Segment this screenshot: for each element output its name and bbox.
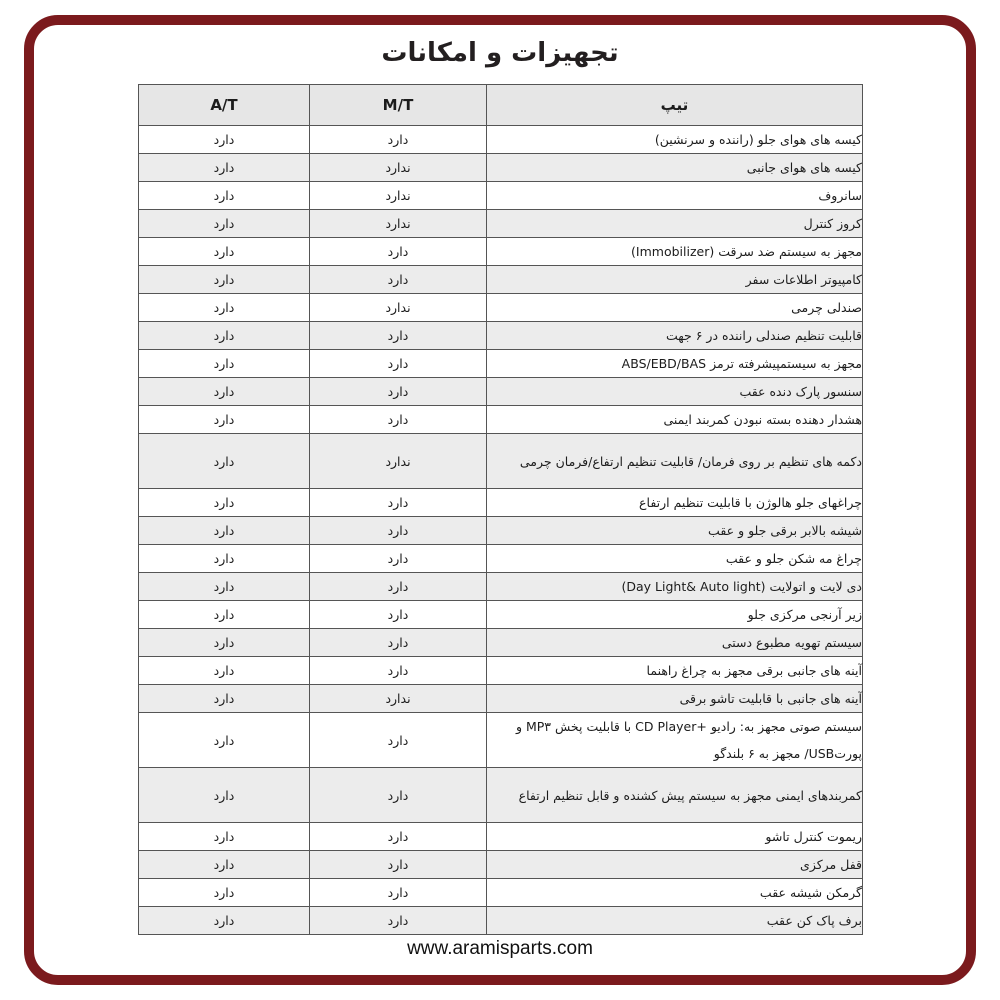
cell-mt: ندارد	[310, 182, 487, 210]
cell-mt: دارد	[310, 350, 487, 378]
cell-type: کروز کنترل	[487, 210, 863, 238]
cell-type: زیر آرنجی مرکزی جلو	[487, 601, 863, 629]
cell-at: دارد	[139, 182, 310, 210]
cell-type: مجهز به سیستمپیشرفته ترمز ABS/EBD/BAS	[487, 350, 863, 378]
cell-type: کیسه های هوای جانبی	[487, 154, 863, 182]
cell-mt: ندارد	[310, 685, 487, 713]
cell-mt: دارد	[310, 823, 487, 851]
cell-type: قابلیت تنظیم صندلی راننده در ۶ جهت	[487, 322, 863, 350]
cell-mt: ندارد	[310, 434, 487, 489]
cell-type: کیسه های هوای جلو (راننده و سرنشین)	[487, 126, 863, 154]
table-row	[139, 601, 863, 629]
cell-mt: دارد	[310, 545, 487, 573]
cell-type: دی لایت و اتولایت (Day Light& Auto light)	[487, 573, 863, 601]
cell-type: کامپیوتر اطلاعات سفر	[487, 266, 863, 294]
cell-mt: دارد	[310, 629, 487, 657]
cell-type: برف پاک کن عقب	[487, 907, 863, 935]
cell-at: دارد	[139, 879, 310, 907]
table-row	[139, 768, 863, 823]
cell-type: آینه های جانبی برقی مجهز به چراغ راهنما	[487, 657, 863, 685]
table-row	[139, 294, 863, 322]
cell-mt: دارد	[310, 126, 487, 154]
cell-at: دارد	[139, 768, 310, 823]
cell-mt: دارد	[310, 601, 487, 629]
table-row	[139, 238, 863, 266]
cell-at: دارد	[139, 350, 310, 378]
table-row	[139, 322, 863, 350]
cell-at: دارد	[139, 210, 310, 238]
table-row	[139, 851, 863, 879]
cell-at: دارد	[139, 851, 310, 879]
cell-mt: دارد	[310, 322, 487, 350]
page-title: تجهیزات و امکانات	[381, 38, 619, 68]
cell-at: دارد	[139, 434, 310, 489]
header-at: A/T	[139, 85, 310, 126]
cell-mt: دارد	[310, 406, 487, 434]
cell-type: صندلی چرمی	[487, 294, 863, 322]
table-row	[139, 126, 863, 154]
cell-at: دارد	[139, 907, 310, 935]
table-row	[139, 489, 863, 517]
cell-type: چراغهای جلو هالوژن با قابلیت تنظیم ارتفاع	[487, 489, 863, 517]
cell-at: دارد	[139, 713, 310, 768]
cell-at: دارد	[139, 238, 310, 266]
cell-type: ریموت کنترل تاشو	[487, 823, 863, 851]
cell-at: دارد	[139, 823, 310, 851]
footer-website: www.aramisparts.com	[407, 938, 593, 959]
table-body	[139, 126, 863, 935]
header-type: تیپ	[487, 85, 863, 126]
cell-at: دارد	[139, 154, 310, 182]
cell-at: دارد	[139, 573, 310, 601]
cell-type: کمربندهای ایمنی مجهز به سیستم پیش کشنده و قابل تنظیم ارتفاع	[487, 768, 863, 823]
table-row	[139, 545, 863, 573]
table-row	[139, 182, 863, 210]
cell-at: دارد	[139, 406, 310, 434]
cell-at: دارد	[139, 294, 310, 322]
cell-at: دارد	[139, 489, 310, 517]
cell-mt: دارد	[310, 657, 487, 685]
cell-mt: دارد	[310, 517, 487, 545]
table-row	[139, 517, 863, 545]
cell-at: دارد	[139, 601, 310, 629]
table-row	[139, 713, 863, 768]
cell-at: دارد	[139, 322, 310, 350]
cell-mt: دارد	[310, 768, 487, 823]
table-row	[139, 266, 863, 294]
cell-at: دارد	[139, 378, 310, 406]
cell-at: دارد	[139, 629, 310, 657]
cell-type: قفل مرکزی	[487, 851, 863, 879]
cell-mt: دارد	[310, 378, 487, 406]
cell-at: دارد	[139, 685, 310, 713]
cell-mt: دارد	[310, 907, 487, 935]
cell-type: دکمه های تنظیم بر روی فرمان/ قابلیت تنظیم ارتفاع/فرمان چرمی	[487, 434, 863, 489]
cell-mt: دارد	[310, 851, 487, 879]
cell-type: آینه های جانبی با قابلیت تاشو برقی	[487, 685, 863, 713]
cell-type: گرمکن شیشه عقب	[487, 879, 863, 907]
cell-at: دارد	[139, 517, 310, 545]
cell-mt: دارد	[310, 879, 487, 907]
table-row	[139, 210, 863, 238]
cell-at: دارد	[139, 126, 310, 154]
table-row	[139, 657, 863, 685]
table-row	[139, 350, 863, 378]
table-row	[139, 629, 863, 657]
cell-mt: دارد	[310, 238, 487, 266]
cell-type: سیستم صوتی مجهز به: رادیو +CD Player با قابلیت پخش MP۳ و پورتUSB/ مجهز به ۶ بلندگو	[487, 713, 863, 768]
header-mt: M/T	[310, 85, 487, 126]
cell-at: دارد	[139, 266, 310, 294]
table-row	[139, 378, 863, 406]
cell-mt: ندارد	[310, 154, 487, 182]
cell-mt: ندارد	[310, 210, 487, 238]
cell-type: چراغ مه شکن جلو و عقب	[487, 545, 863, 573]
cell-at: دارد	[139, 657, 310, 685]
table-row	[139, 823, 863, 851]
cell-type: شیشه بالابر برقی جلو و عقب	[487, 517, 863, 545]
cell-type: سیستم تهویه مطبوع دستی	[487, 629, 863, 657]
table-row	[139, 154, 863, 182]
table-row	[139, 685, 863, 713]
cell-at: دارد	[139, 545, 310, 573]
table-row	[139, 907, 863, 935]
cell-type: سنسور پارک دنده عقب	[487, 378, 863, 406]
cell-mt: دارد	[310, 713, 487, 768]
cell-type: سانروف	[487, 182, 863, 210]
cell-type: هشدار دهنده بسته نبودن کمربند ایمنی	[487, 406, 863, 434]
table-row	[139, 573, 863, 601]
table-row	[139, 406, 863, 434]
table-header-row	[139, 85, 863, 126]
cell-mt: دارد	[310, 266, 487, 294]
table-row	[139, 879, 863, 907]
equipment-table	[138, 84, 863, 935]
cell-mt: دارد	[310, 489, 487, 517]
cell-mt: دارد	[310, 573, 487, 601]
cell-type: مجهز به سیستم ضد سرقت (Immobilizer)	[487, 238, 863, 266]
cell-mt: ندارد	[310, 294, 487, 322]
table-row	[139, 434, 863, 489]
